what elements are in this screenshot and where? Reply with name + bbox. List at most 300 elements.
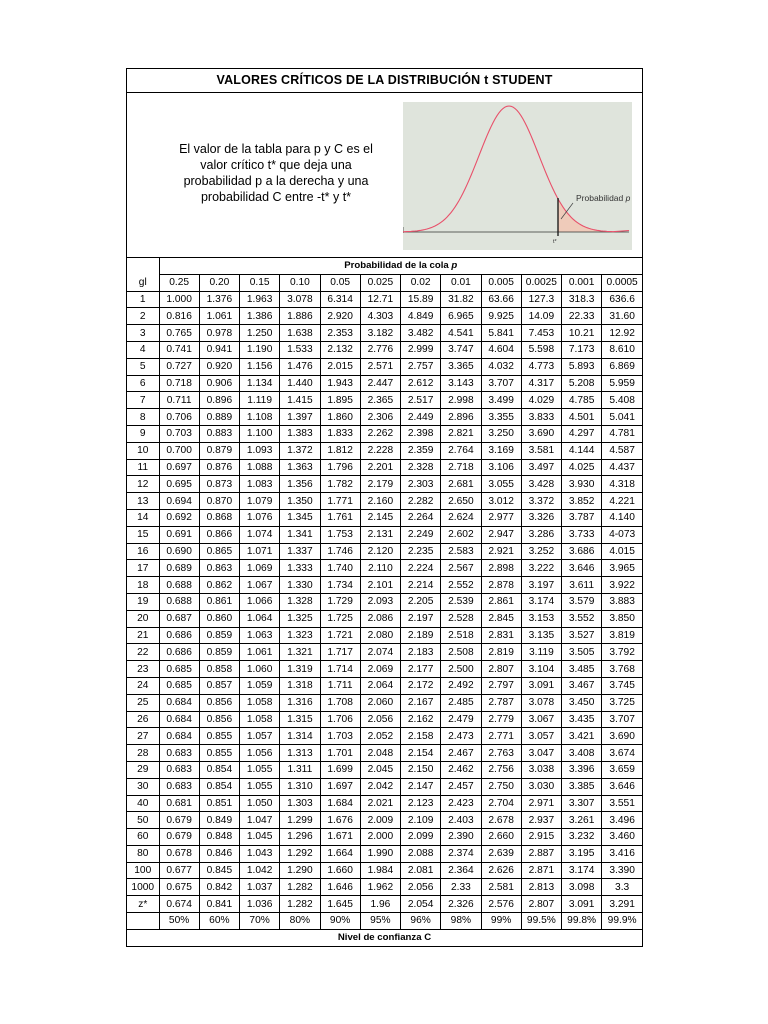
critical-value-cell: 3.581: [521, 442, 561, 459]
degrees-of-freedom-cell: 17: [127, 560, 159, 577]
critical-value-cell: 0.851: [199, 795, 239, 812]
critical-value-cell: 1.303: [280, 795, 320, 812]
critical-value-cell: 1.711: [320, 677, 360, 694]
table-row: [127, 711, 642, 728]
critical-value-cell: 2.160: [360, 493, 400, 510]
confidence-level-cell: 96%: [401, 913, 441, 930]
critical-value-cell: 0.706: [159, 409, 199, 426]
critical-value-cell: 2.819: [481, 644, 521, 661]
critical-value-cell: 1.676: [320, 812, 360, 829]
critical-value-cell: 1.282: [280, 879, 320, 896]
critical-value-cell: 2.158: [401, 728, 441, 745]
table-row: [127, 392, 642, 409]
critical-value-cell: 1.328: [280, 593, 320, 610]
critical-value-cell: 4.437: [602, 459, 642, 476]
critical-value-cell: 2.756: [481, 761, 521, 778]
critical-value-cell: 2.306: [360, 409, 400, 426]
critical-value-cell: 2.021: [360, 795, 400, 812]
degrees-of-freedom-cell: 50: [127, 812, 159, 829]
degrees-of-freedom-cell: 19: [127, 593, 159, 610]
critical-value-cell: 1.060: [240, 661, 280, 678]
critical-value-cell: 0.841: [199, 896, 239, 913]
critical-value-cell: 0.686: [159, 627, 199, 644]
critical-value-cell: 3.174: [521, 593, 561, 610]
intro-text: El valor de la tabla para p y C es el valor crítico t* que deja una probabilidad p a la derecha y una probabilidad C entre -t* y t*: [179, 142, 373, 204]
critical-value-cell: 1.771: [320, 493, 360, 510]
critical-value-cell: 2.056: [360, 711, 400, 728]
table-row: [127, 812, 642, 829]
critical-value-cell: 2.898: [481, 560, 521, 577]
column-header: 0.02: [401, 274, 441, 291]
critical-value-cell: 4.501: [562, 409, 602, 426]
critical-value-cell: 31.60: [602, 308, 642, 325]
critical-value-cell: 1.746: [320, 543, 360, 560]
critical-value-cell: 2.807: [481, 661, 521, 678]
critical-value-cell: 3.485: [562, 661, 602, 678]
critical-value-cell: 2.878: [481, 577, 521, 594]
critical-value-cell: 1.734: [320, 577, 360, 594]
critical-value-cell: 2.528: [441, 610, 481, 627]
critical-value-cell: 1.057: [240, 728, 280, 745]
degrees-of-freedom-cell: 7: [127, 392, 159, 409]
critical-value-cell: 1.397: [280, 409, 320, 426]
critical-value-cell: 3.527: [562, 627, 602, 644]
degrees-of-freedom-cell: 1: [127, 291, 159, 308]
critical-value-cell: 3.197: [521, 577, 561, 594]
critical-value-cell: 3.725: [602, 694, 642, 711]
degrees-of-freedom-cell: 16: [127, 543, 159, 560]
critical-value-cell: 1.333: [280, 560, 320, 577]
critical-value-cell: 1.093: [240, 442, 280, 459]
critical-value-cell: 3.690: [602, 728, 642, 745]
critical-value-cell: 2.581: [481, 879, 521, 896]
critical-value-cell: 1.156: [240, 358, 280, 375]
critical-value-cell: 1.134: [240, 375, 280, 392]
critical-value-cell: 3.250: [481, 425, 521, 442]
degrees-of-freedom-cell: 8: [127, 409, 159, 426]
critical-value-cell: 0.854: [199, 778, 239, 795]
critical-value-cell: 636.6: [602, 291, 642, 308]
critical-value-cell: 0.859: [199, 627, 239, 644]
degrees-of-freedom-cell: 2: [127, 308, 159, 325]
critical-value-cell: 2.937: [521, 812, 561, 829]
critical-value-cell: 2.167: [401, 694, 441, 711]
critical-value-cell: 0.854: [199, 761, 239, 778]
header-row: [127, 274, 642, 291]
critical-value-cell: 0.683: [159, 745, 199, 762]
critical-value-cell: 5.041: [602, 409, 642, 426]
critical-value-cell: 2.189: [401, 627, 441, 644]
critical-value-cell: 1.990: [360, 845, 400, 862]
critical-value-cell: 2.813: [521, 879, 561, 896]
critical-value-cell: 1.074: [240, 526, 280, 543]
tail-probability-caption: [159, 258, 642, 274]
critical-value-cell: 2.947: [481, 526, 521, 543]
critical-value-cell: 1.056: [240, 745, 280, 762]
critical-value-cell: 2.500: [441, 661, 481, 678]
degrees-of-freedom-cell: 100: [127, 862, 159, 879]
column-header: 0.05: [320, 274, 360, 291]
confidence-caption: Nivel de confianza C: [127, 929, 642, 945]
critical-value-cell: 3.104: [521, 661, 561, 678]
critical-value-cell: 0.849: [199, 812, 239, 829]
degrees-of-freedom-cell: z*: [127, 896, 159, 913]
critical-value-cell: 1.660: [320, 862, 360, 879]
critical-value-cell: 1.315: [280, 711, 320, 728]
critical-value-cell: 0.866: [199, 526, 239, 543]
degrees-of-freedom-cell: 5: [127, 358, 159, 375]
critical-value-cell: 1.372: [280, 442, 320, 459]
table-row: [127, 459, 642, 476]
critical-value-cell: 0.677: [159, 862, 199, 879]
critical-value-cell: 1.895: [320, 392, 360, 409]
critical-value-cell: 15.89: [401, 291, 441, 308]
critical-value-cell: 3.091: [521, 677, 561, 694]
critical-value-cell: 1.337: [280, 543, 320, 560]
critical-value-cell: 0.941: [199, 341, 239, 358]
critical-value-cell: 2.797: [481, 677, 521, 694]
critical-value-cell: 3.435: [562, 711, 602, 728]
critical-value-cell: 1.706: [320, 711, 360, 728]
critical-value-cell: 1.292: [280, 845, 320, 862]
table-row: [127, 829, 642, 846]
critical-value-cell: 0.857: [199, 677, 239, 694]
critical-value-cell: 2.303: [401, 476, 441, 493]
empty-cell: [127, 913, 159, 930]
critical-value-cell: 0.727: [159, 358, 199, 375]
critical-value-cell: 2.045: [360, 761, 400, 778]
critical-value-cell: 4.318: [602, 476, 642, 493]
critical-value-cell: 1.376: [199, 291, 239, 308]
critical-value-cell: 3.499: [481, 392, 521, 409]
critical-value-cell: 0.685: [159, 661, 199, 678]
critical-value-cell: 3.252: [521, 543, 561, 560]
critical-value-cell: 1.058: [240, 694, 280, 711]
critical-value-cell: 1.061: [199, 308, 239, 325]
critical-value-cell: 2.009: [360, 812, 400, 829]
critical-value-cell: 4.025: [562, 459, 602, 476]
degrees-of-freedom-cell: 27: [127, 728, 159, 745]
critical-value-cell: 2.787: [481, 694, 521, 711]
critical-value-cell: 3.745: [602, 677, 642, 694]
critical-value-cell: 4.785: [562, 392, 602, 409]
column-header: 0.25: [159, 274, 199, 291]
critical-value-cell: 2.147: [401, 778, 441, 795]
critical-value-cell: 1.190: [240, 341, 280, 358]
degrees-of-freedom-cell: 9: [127, 425, 159, 442]
critical-value-cell: 2.776: [360, 341, 400, 358]
critical-value-cell: 10.21: [562, 325, 602, 342]
critical-value-cell: 0.889: [199, 409, 239, 426]
critical-value-cell: 2.571: [360, 358, 400, 375]
critical-value-cell: 4.032: [481, 358, 521, 375]
degrees-of-freedom-cell: 25: [127, 694, 159, 711]
critical-value-cell: 1.356: [280, 476, 320, 493]
confidence-level-cell: 90%: [320, 913, 360, 930]
critical-value-cell: 1.310: [280, 778, 320, 795]
caption-text: Probabilidad de la cola: [344, 260, 449, 272]
caption-row: [127, 258, 642, 274]
critical-value-cell: 3.291: [602, 896, 642, 913]
critical-value-cell: 2.132: [320, 341, 360, 358]
critical-value-cell: 1.701: [320, 745, 360, 762]
column-header: 0.01: [441, 274, 481, 291]
critical-value-cell: 12.92: [602, 325, 642, 342]
density-curve-graphic: [403, 102, 632, 250]
critical-value-cell: 3.135: [521, 627, 561, 644]
table-row: [127, 341, 642, 358]
critical-value-cell: 3.792: [602, 644, 642, 661]
critical-value-cell: 2.473: [441, 728, 481, 745]
critical-value-cell: 2.971: [521, 795, 561, 812]
critical-value-cell: 1.729: [320, 593, 360, 610]
critical-value-cell: 2.154: [401, 745, 441, 762]
critical-value-cell: 1.067: [240, 577, 280, 594]
critical-value-cell: 0.675: [159, 879, 199, 896]
critical-value-cell: 3.372: [521, 493, 561, 510]
critical-value-cell: 3.686: [562, 543, 602, 560]
critical-value-cell: 3.833: [521, 409, 561, 426]
column-header: 0.0005: [602, 274, 642, 291]
table-row: [127, 291, 642, 308]
critical-value-cell: 2.602: [441, 526, 481, 543]
critical-value-cell: 0.679: [159, 829, 199, 846]
critical-value-cell: 1.740: [320, 560, 360, 577]
density-curve: [403, 106, 629, 232]
critical-value-cell: 2.764: [441, 442, 481, 459]
degrees-of-freedom-cell: 24: [127, 677, 159, 694]
critical-value-cell: 0.689: [159, 560, 199, 577]
critical-value-cell: 2.081: [401, 862, 441, 879]
critical-value-cell: 2.205: [401, 593, 441, 610]
critical-value-cell: 2.177: [401, 661, 441, 678]
table-row: [127, 493, 642, 510]
critical-value-cell: 0.873: [199, 476, 239, 493]
degrees-of-freedom-cell: 3: [127, 325, 159, 342]
critical-value-cell: 2.750: [481, 778, 521, 795]
column-header: 0.20: [199, 274, 239, 291]
critical-value-cell: 0.920: [199, 358, 239, 375]
critical-value-cell: 2.064: [360, 677, 400, 694]
critical-value-cell: 0.684: [159, 694, 199, 711]
caption-symbol: p: [451, 260, 458, 272]
critical-value-cell: 6.314: [320, 291, 360, 308]
critical-value-cell: 0.686: [159, 644, 199, 661]
critical-value-cell: 1.088: [240, 459, 280, 476]
critical-value-cell: 2.282: [401, 493, 441, 510]
critical-value-cell: 4.773: [521, 358, 561, 375]
degrees-of-freedom-cell: 1000: [127, 879, 159, 896]
column-header: 0.001: [562, 274, 602, 291]
critical-value-cell: 1.833: [320, 425, 360, 442]
critical-value-cell: 0.678: [159, 845, 199, 862]
critical-value-cell: 1.119: [240, 392, 280, 409]
critical-value-cell: 2.060: [360, 694, 400, 711]
degrees-of-freedom-cell: 20: [127, 610, 159, 627]
critical-value-cell: 2.612: [401, 375, 441, 392]
critical-value-cell: 3.390: [602, 862, 642, 879]
critical-value-cell: 1.059: [240, 677, 280, 694]
table-row: [127, 694, 642, 711]
critical-value-cell: 4.140: [602, 509, 642, 526]
critical-value-cell: 2.145: [360, 509, 400, 526]
critical-value-cell: 2.485: [441, 694, 481, 711]
critical-value-cell: 2.249: [401, 526, 441, 543]
critical-value-cell: 1.345: [280, 509, 320, 526]
critical-value-cell: 3.852: [562, 493, 602, 510]
critical-value-cell: 0.683: [159, 778, 199, 795]
critical-value-cell: 3.119: [521, 644, 561, 661]
critical-value-cell: 1.311: [280, 761, 320, 778]
critical-value-cell: 3.482: [401, 325, 441, 342]
critical-value-cell: 3.428: [521, 476, 561, 493]
degrees-of-freedom-cell: 29: [127, 761, 159, 778]
critical-value-cell: 2.048: [360, 745, 400, 762]
critical-value-cell: 1.321: [280, 644, 320, 661]
critical-value-cell: 1.108: [240, 409, 280, 426]
table-row: [127, 577, 642, 594]
critical-value-cell: 0.855: [199, 745, 239, 762]
critical-value-cell: 3.819: [602, 627, 642, 644]
confidence-level-cell: 95%: [360, 913, 400, 930]
bottom-caption-row: [127, 929, 642, 945]
critical-value-cell: 4.781: [602, 425, 642, 442]
degrees-of-freedom-cell: 15: [127, 526, 159, 543]
critical-value-cell: 3.182: [360, 325, 400, 342]
critical-value-cell: 2.120: [360, 543, 400, 560]
table-row: [127, 560, 642, 577]
critical-value-cell: 3.286: [521, 526, 561, 543]
confidence-level-cell: 98%: [441, 913, 481, 930]
critical-value-cell: 3.222: [521, 560, 561, 577]
critical-value-cell: 4.541: [441, 325, 481, 342]
degrees-of-freedom-cell: 60: [127, 829, 159, 846]
critical-value-cell: 4.221: [602, 493, 642, 510]
degrees-of-freedom-cell: 30: [127, 778, 159, 795]
critical-value-cell: 1.058: [240, 711, 280, 728]
critical-values-table: [127, 258, 642, 946]
critical-value-cell: 5.959: [602, 375, 642, 392]
critical-value-cell: 3.883: [602, 593, 642, 610]
table-row: [127, 442, 642, 459]
critical-value-cell: 3.385: [562, 778, 602, 795]
critical-value-cell: 1.318: [280, 677, 320, 694]
critical-value-cell: 1.100: [240, 425, 280, 442]
critical-value-cell: 1.753: [320, 526, 360, 543]
critical-value-cell: 0.842: [199, 879, 239, 896]
confidence-level-cell: 99%: [481, 913, 521, 930]
degrees-of-freedom-cell: 10: [127, 442, 159, 459]
critical-value-cell: 0.681: [159, 795, 199, 812]
critical-value-cell: 12.71: [360, 291, 400, 308]
critical-value-cell: 1.066: [240, 593, 280, 610]
critical-value-cell: 2.183: [401, 644, 441, 661]
critical-value-cell: 3.707: [602, 711, 642, 728]
critical-value-cell: 1.812: [320, 442, 360, 459]
critical-value-cell: 1.664: [320, 845, 360, 862]
critical-value-cell: 2.552: [441, 577, 481, 594]
critical-value-cell: 0.856: [199, 711, 239, 728]
critical-value-cell: 0.846: [199, 845, 239, 862]
critical-value-label: t*: [553, 239, 557, 245]
critical-value-cell: 2.660: [481, 829, 521, 846]
critical-value-cell: 3.611: [562, 577, 602, 594]
critical-value-cell: 1.061: [240, 644, 280, 661]
critical-value-cell: 0.688: [159, 593, 199, 610]
column-header: 0.025: [360, 274, 400, 291]
critical-value-cell: 2.650: [441, 493, 481, 510]
table-row: [127, 325, 642, 342]
critical-value-cell: 1.076: [240, 509, 280, 526]
table-row: [127, 526, 642, 543]
critical-value-cell: 1.725: [320, 610, 360, 627]
critical-value-cell: 3.261: [562, 812, 602, 829]
critical-value-cell: 1.943: [320, 375, 360, 392]
critical-value-cell: 2.492: [441, 677, 481, 694]
critical-value-cell: 3.674: [602, 745, 642, 762]
critical-value-cell: 1.050: [240, 795, 280, 812]
critical-value-cell: 5.408: [602, 392, 642, 409]
row-header-label: gl: [127, 274, 159, 291]
intro-section: [127, 93, 642, 258]
critical-value-cell: 1.717: [320, 644, 360, 661]
critical-value-cell: 3.153: [521, 610, 561, 627]
critical-value-cell: 3.143: [441, 375, 481, 392]
critical-value-cell: 2.763: [481, 745, 521, 762]
critical-value-cell: 1.646: [320, 879, 360, 896]
critical-value-cell: 1.963: [240, 291, 280, 308]
critical-value-cell: 1.714: [320, 661, 360, 678]
critical-value-cell: 5.598: [521, 341, 561, 358]
critical-value-cell: 2.771: [481, 728, 521, 745]
critical-value-cell: 2.264: [401, 509, 441, 526]
critical-value-cell: 3.057: [521, 728, 561, 745]
critical-value-cell: 3.038: [521, 761, 561, 778]
critical-value-cell: 4.317: [521, 375, 561, 392]
critical-value-cell: 2.831: [481, 627, 521, 644]
critical-value-cell: 2.099: [401, 829, 441, 846]
critical-value-cell: 0.896: [199, 392, 239, 409]
critical-value-cell: 3.733: [562, 526, 602, 543]
critical-value-cell: 1.069: [240, 560, 280, 577]
critical-value-cell: 1.313: [280, 745, 320, 762]
critical-value-cell: 2.678: [481, 812, 521, 829]
critical-value-cell: 3.106: [481, 459, 521, 476]
critical-value-cell: 1.282: [280, 896, 320, 913]
critical-value-cell: 0.856: [199, 694, 239, 711]
critical-value-cell: 2.365: [360, 392, 400, 409]
critical-value-cell: 2.887: [521, 845, 561, 862]
critical-value-cell: 1.290: [280, 862, 320, 879]
critical-value-cell: 4.029: [521, 392, 561, 409]
critical-value-cell: 1.250: [240, 325, 280, 342]
critical-value-cell: 1.299: [280, 812, 320, 829]
table-row: [127, 728, 642, 745]
confidence-level-cell: 80%: [280, 913, 320, 930]
critical-value-cell: 1.984: [360, 862, 400, 879]
critical-value-cell: 2.977: [481, 509, 521, 526]
critical-value-cell: 0.691: [159, 526, 199, 543]
critical-value-cell: 3.690: [521, 425, 561, 442]
critical-value-cell: 0.711: [159, 392, 199, 409]
critical-value-cell: 2.109: [401, 812, 441, 829]
critical-value-cell: 1.708: [320, 694, 360, 711]
critical-value-cell: 2.576: [481, 896, 521, 913]
critical-value-cell: 1.330: [280, 577, 320, 594]
critical-value-cell: 0.858: [199, 661, 239, 678]
critical-value-cell: 2.042: [360, 778, 400, 795]
critical-value-cell: 2.093: [360, 593, 400, 610]
